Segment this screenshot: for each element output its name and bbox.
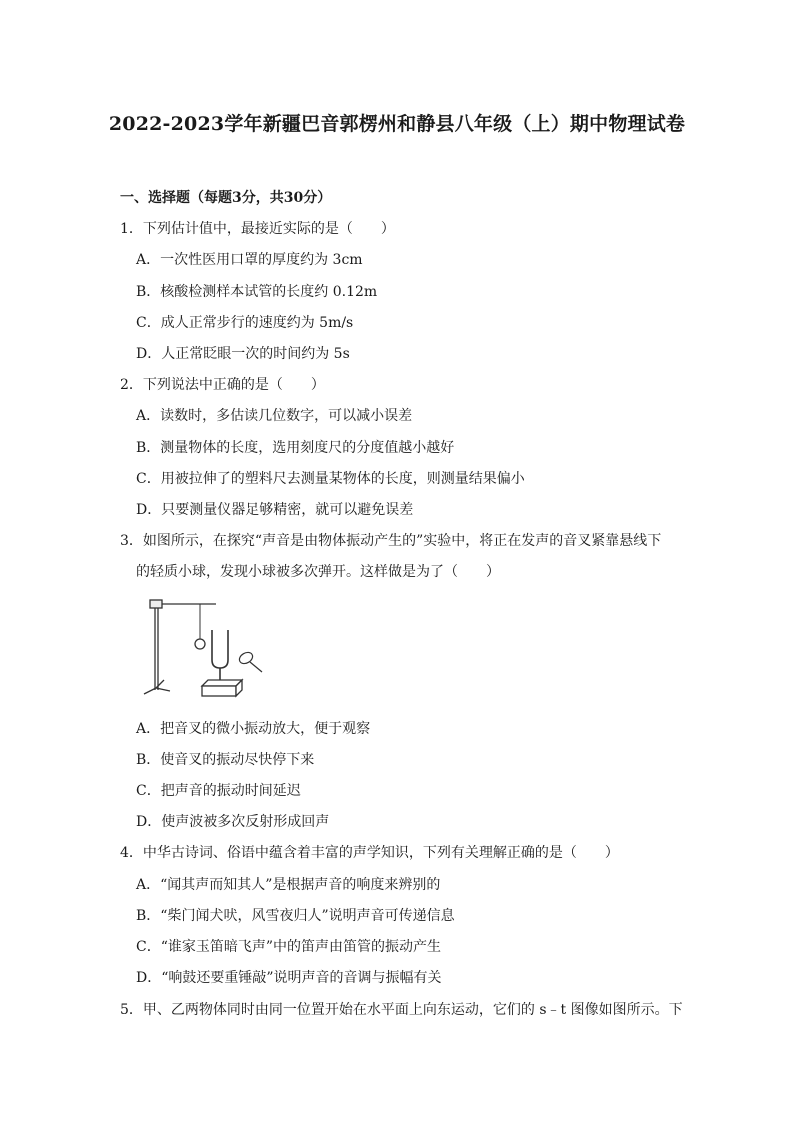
question-1-option-a: A．一次性医用口罩的厚度约为 3cm	[136, 252, 363, 268]
question-3-option-d: D．使声波被多次反射形成回声	[136, 814, 330, 830]
question-2-option-c: C．用被拉伸了的塑料尺去测量某物体的长度，则测量结果偏小	[136, 471, 525, 487]
question-4-option-a: A．“闻其声而知其人”是根据声音的响度来辨别的	[136, 877, 441, 893]
rubber-mallet-icon	[237, 650, 262, 672]
question-2-option-b: B．测量物体的长度，选用刻度尺的分度值越小越好	[136, 440, 455, 456]
question-5-stem: 5．甲、乙两物体同时由同一位置开始在水平面上向东运动，它们的 s﹣t 图像如图所示。下	[120, 1002, 683, 1018]
question-3-option-b: B．使音叉的振动尽快停下来	[136, 752, 315, 768]
question-1-stem: 1．下列估计值中，最接近实际的是（ ）	[120, 221, 395, 237]
question-4-option-b: B．“柴门闻犬吠，风雪夜归人”说明声音可传递信息	[136, 908, 455, 924]
question-2-stem: 2．下列说法中正确的是（ ）	[120, 377, 325, 393]
question-3-option-a: A．把音叉的微小振动放大，便于观察	[136, 721, 371, 737]
stand-icon	[144, 600, 216, 694]
question-1-option-b: B．核酸检测样本试管的长度约 0.12m	[136, 284, 378, 300]
question-1-option-c: C．成人正常步行的速度约为 5m/s	[136, 315, 354, 331]
question-2-option-a: A．读数时，多估读几位数字，可以减小误差	[136, 408, 413, 424]
question-3-option-c: C．把声音的振动时间延迟	[136, 783, 301, 799]
question-3-stem-line-1: 3．如图所示，在探究“声音是由物体振动产生的”实验中，将正在发声的音叉紧靠悬线下	[120, 533, 662, 549]
tuning-fork-pendulum-figure	[136, 590, 276, 700]
ball-icon	[195, 639, 205, 649]
section-heading-choice: 一、选择题（每题3分，共30分）	[120, 190, 332, 206]
question-2-option-d: D．只要测量仪器足够精密，就可以避免误差	[136, 502, 414, 518]
question-4-option-d: D．“响鼓还要重锤敲”说明声音的音调与振幅有关	[136, 970, 442, 986]
tuning-fork-icon	[212, 630, 228, 684]
question-1-option-d: D．人正常眨眼一次的时间约为 5s	[136, 346, 350, 362]
base-block-icon	[202, 680, 242, 696]
question-4-option-c: C．“谁家玉笛暗飞声”中的笛声由笛管的振动产生	[136, 939, 442, 955]
question-3-stem-line-2: 的轻质小球，发现小球被多次弹开。这样做是为了（ ）	[136, 564, 500, 580]
page-title: 2022-2023学年新疆巴音郭楞州和静县八年级（上）期中物理试卷	[108, 113, 686, 135]
question-4-stem: 4．中华古诗词、俗语中蕴含着丰富的声学知识，下列有关理解正确的是（ ）	[120, 845, 619, 861]
